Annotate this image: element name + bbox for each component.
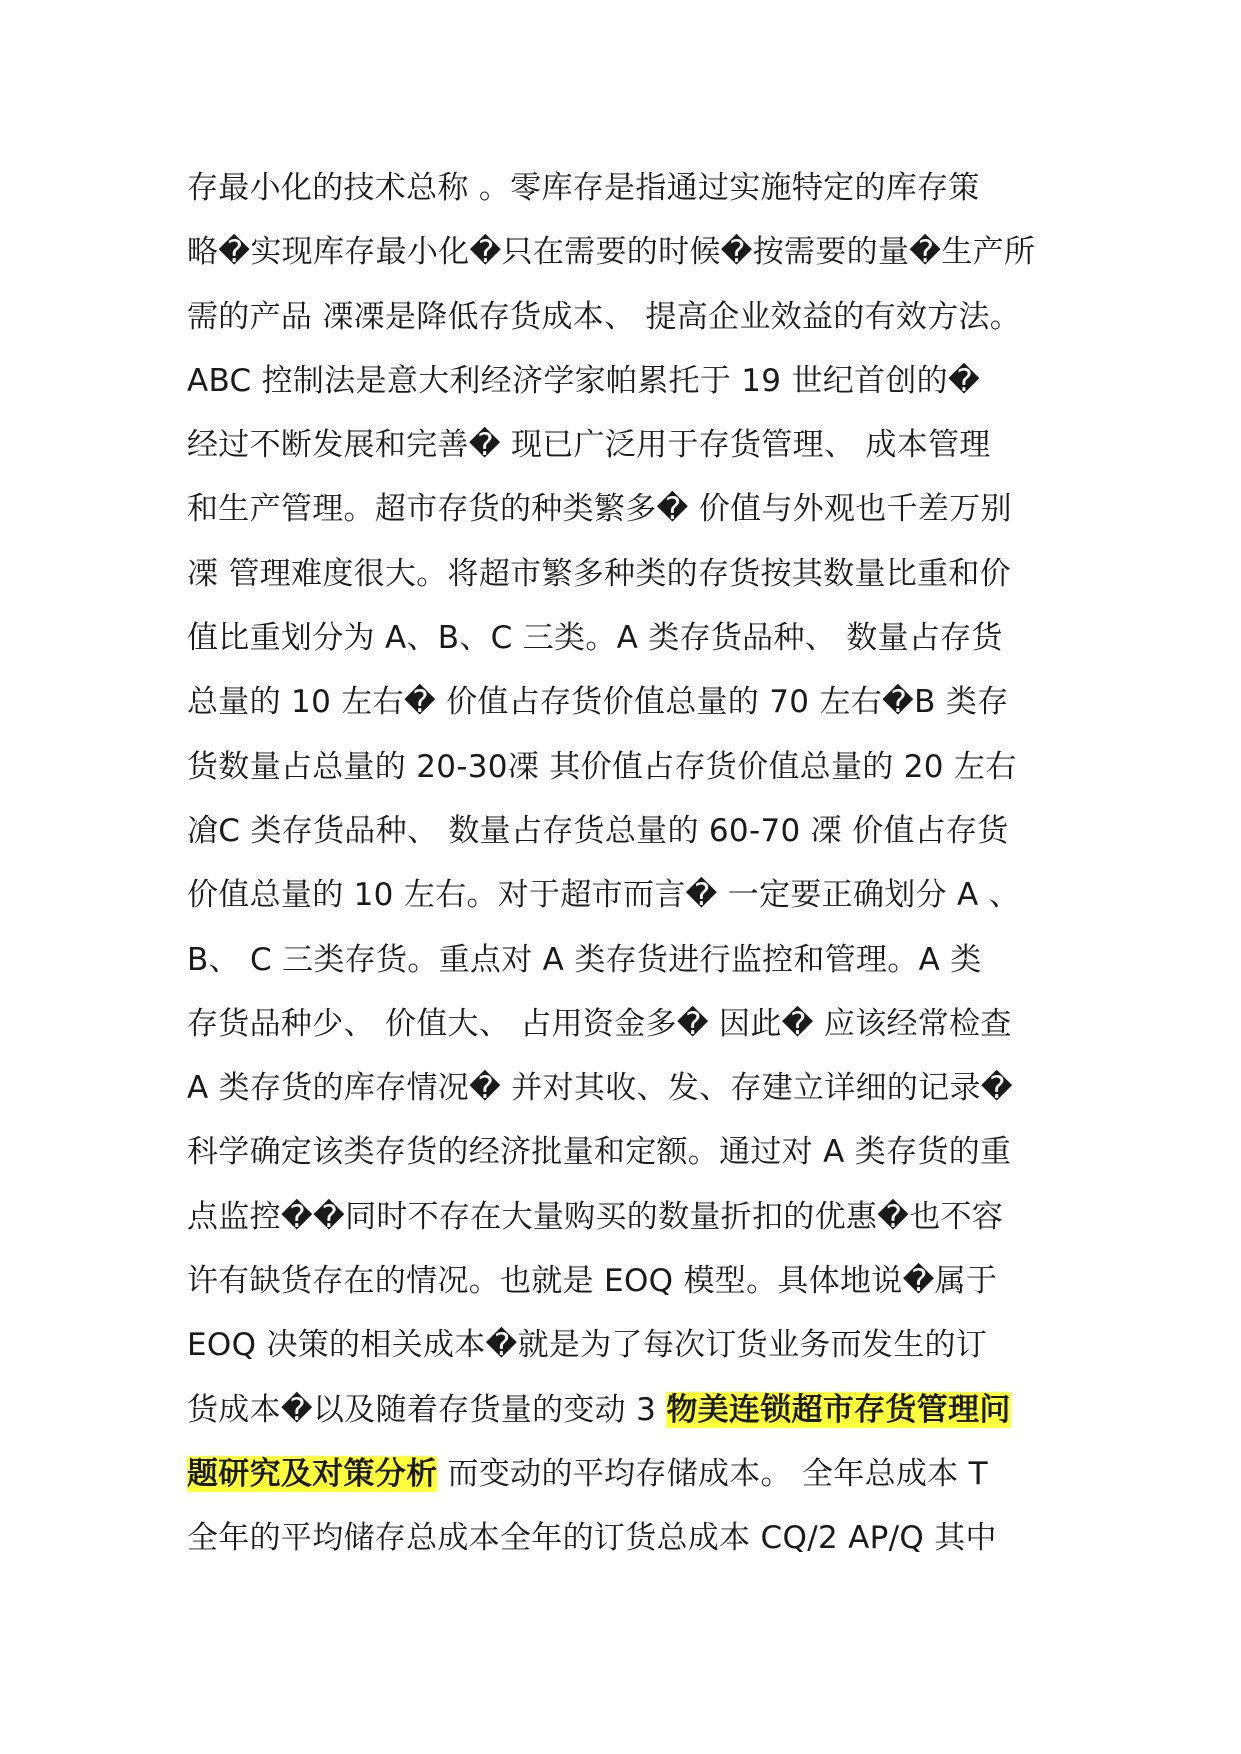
line-21-text: 而变动的平均存储成本。 全年总成本 T: [437, 1455, 988, 1492]
text-line-3: 需的产品 凓凓是降低存货成本、 提高企业效益的有效方法。: [187, 298, 1022, 335]
text-line-20: [187, 1378, 1067, 1442]
text-line-8: 值比重划分为 A、B、C 三类。A 类存货品种、 数量占存货: [187, 620, 1003, 657]
text-line-5: 经过不断发展和完善� 现已广泛用于存货管理、 成本管理: [187, 427, 991, 464]
text-line-1: 存最小化的技术总称 。零库存是指通过实施特定的库存策: [187, 170, 980, 206]
text-line-14: 存货品种少、 价值大、 占用资金多� 因此� 应该经常检查: [187, 1005, 1012, 1042]
highlighted-title-part-1: 物美连锁超市存货管理问: [666, 1391, 1011, 1428]
text-line-16: 科学确定该类存货的经济批量和定额。通过对 A 类存货的重: [187, 1134, 1012, 1171]
text-line-13: B、 C 三类存货。重点对 A 类存货进行监控和管理。A 类: [187, 941, 982, 978]
body-text: [187, 156, 1067, 1571]
text-line-19: EOQ 决策的相关成本�就是为了每次订货业务而发生的订: [187, 1327, 988, 1364]
highlighted-title-part-2: 题研究及对策分析: [187, 1455, 438, 1492]
text-line-17: 点监控��同时不存在大量购买的数量折扣的优惠�也不容: [187, 1198, 1004, 1235]
text-line-9: 总量的 10 左右� 价值占存货价值总量的 70 左右�B 类存: [187, 684, 1009, 721]
text-line-21: [187, 1442, 1067, 1506]
text-line-15: A 类存货的库存情况� 并对其收、发、存建立详细的记录�: [187, 1070, 1013, 1107]
text-line-4: ABC 控制法是意大利经济学家帕累托于 19 世纪首创的�: [187, 362, 981, 399]
line-20-text: 货成本�以及随着存货量的变动 3: [187, 1391, 667, 1428]
text-line-18: 许有缺货存在的情况。也就是 EOQ 模型。具体地说�属于: [187, 1263, 998, 1300]
text-line-10: 货数量占总量的 20-30凓 其价值占存货价值总量的 20 左右: [187, 748, 1017, 785]
text-line-2: 略�实现库存最小化�只在需要的时候�按需要的量�生产所: [187, 234, 1036, 271]
text-line-22: 全年的平均储存总成本全年的订货总成本 CQ/2 AP/Q 其中: [187, 1520, 997, 1557]
text-line-6: 和生产管理。超市存货的种类繁多� 价值与外观也千差万别: [187, 491, 1012, 528]
text-line-7: 凓 管理难度很大。将超市繁多种类的存货按其数量比重和价: [187, 555, 1011, 592]
text-line-12: 价值总量的 10 左右。对于超市而言� 一定要正确划分 A 、: [187, 877, 1021, 914]
text-line-11: 凔C 类存货品种、 数量占存货总量的 60-70 凓 价值占存货: [187, 812, 1009, 849]
